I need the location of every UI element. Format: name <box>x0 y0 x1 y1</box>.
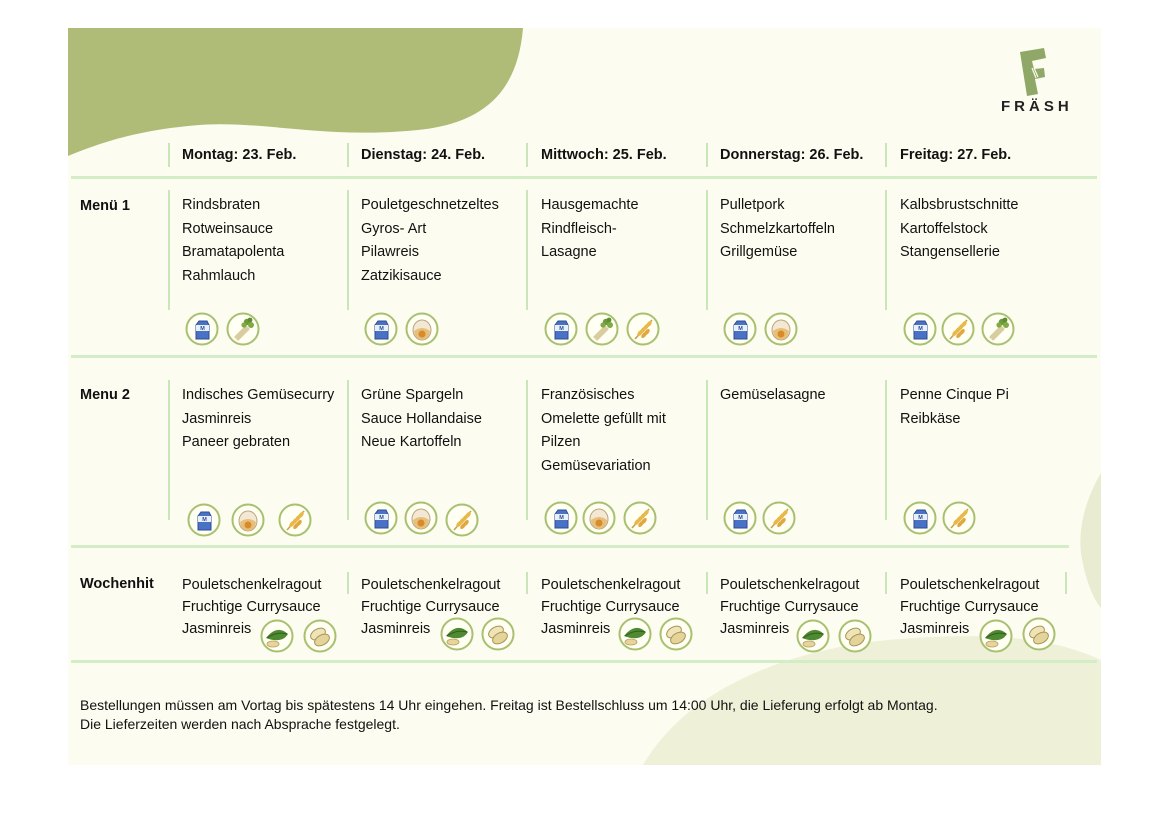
dish-line: Grüne Spargeln <box>361 387 464 403</box>
dish-cell <box>900 384 1009 431</box>
nut-icon <box>659 617 693 651</box>
nut-icon <box>838 619 872 653</box>
nut-icon <box>481 617 515 651</box>
celery-icon <box>981 312 1015 346</box>
dish-line: Pouletschenkelragout <box>541 577 681 593</box>
dish-line: Grillgemüse <box>720 244 798 260</box>
dish-line: Fruchtige Currysauce <box>541 599 680 615</box>
egg-icon <box>404 501 438 535</box>
dish-line: Pouletschenkelragout <box>900 577 1040 593</box>
header-divider <box>885 143 887 167</box>
dish-cell <box>361 384 482 455</box>
column-divider <box>885 380 887 520</box>
column-divider <box>526 190 528 310</box>
celery-icon <box>585 312 619 346</box>
dish-cell <box>361 194 499 288</box>
order-info-line: Die Lieferzeiten werden nach Absprache festgelegt. <box>80 716 400 732</box>
wheat-icon <box>445 503 479 537</box>
wheat-icon <box>942 501 976 535</box>
dish-line: Gyros- Art <box>361 220 427 237</box>
header-divider <box>706 143 708 167</box>
peanut-icon <box>979 619 1013 653</box>
column-divider <box>347 572 349 594</box>
row-divider <box>71 176 1097 179</box>
column-divider <box>526 572 528 594</box>
right-edge-leaf-shape <box>1080 473 1101 608</box>
dish-line: Pilzen <box>541 434 581 450</box>
peanut-icon <box>796 619 830 653</box>
dish-line: Pouletgeschnetzeltes <box>361 197 499 213</box>
dish-line: Jasminreis <box>720 621 790 637</box>
dish-line: Gemüselasagne <box>720 387 826 403</box>
dish-line: Sauce Hollandaise <box>361 410 482 427</box>
milk-icon <box>544 501 578 535</box>
dish-cell <box>720 384 826 408</box>
row-divider <box>71 355 1097 358</box>
order-info <box>80 696 938 734</box>
dish-cell <box>720 194 835 265</box>
column-divider <box>885 572 887 594</box>
brand-name: FRÄSH <box>1001 98 1073 115</box>
celery-icon <box>226 312 260 346</box>
dish-line: Jasminreis <box>900 621 970 637</box>
dish-cell <box>900 574 1039 640</box>
top-left-leaf-shape <box>68 28 523 156</box>
day-header-tuesday: Dienstag: 24. Feb. <box>361 147 486 163</box>
peanut-icon <box>618 617 652 651</box>
dish-line: Fruchtige Currysauce <box>720 599 859 615</box>
dish-line: Kartoffelstock <box>900 220 988 237</box>
column-divider <box>168 190 170 310</box>
dish-line: Fruchtige Currysauce <box>182 599 321 615</box>
dish-line: Rindsbraten <box>182 197 261 213</box>
milk-icon <box>187 503 221 537</box>
nut-icon <box>303 619 337 653</box>
dish-line: Jasminreis <box>182 621 252 637</box>
peanut-icon <box>440 617 474 651</box>
column-divider <box>706 190 708 310</box>
header-divider <box>168 143 170 167</box>
dish-line: Jasminreis <box>361 621 431 637</box>
dish-cell <box>182 194 284 288</box>
milk-icon <box>544 312 578 346</box>
dish-line: Pilawreis <box>361 244 420 260</box>
dish-cell <box>900 194 1018 265</box>
dish-line: Hausgemachte <box>541 197 639 213</box>
dish-line: Pouletschenkelragout <box>720 577 860 593</box>
column-divider <box>885 190 887 310</box>
dish-cell <box>182 574 321 640</box>
peanut-icon <box>260 619 294 653</box>
dish-cell <box>541 384 666 478</box>
row-label-menu-1: Menü 1 <box>80 198 130 214</box>
dish-line: Fruchtige Currysauce <box>361 599 500 615</box>
day-header-wednesday: Mittwoch: 25. Feb. <box>541 147 667 163</box>
column-divider <box>168 380 170 520</box>
column-divider <box>706 380 708 520</box>
dish-line: Pulletpork <box>720 197 785 213</box>
order-info-line: Bestellungen müssen am Vortag bis spätestens 14 Uhr eingehen. Freitag ist Bestellschluss um 14:00 Uhr, die Lieferung erfolgt ab Montag. <box>80 697 938 713</box>
milk-icon <box>903 312 937 346</box>
dish-line: Jasminreis <box>182 410 252 427</box>
row-label-wochenhit: Wochenhit <box>80 576 154 592</box>
egg-icon <box>231 503 265 537</box>
dish-line: Rotweinsauce <box>182 220 274 237</box>
egg-icon <box>582 501 616 535</box>
egg-icon <box>764 312 798 346</box>
column-divider <box>706 572 708 594</box>
wheat-icon <box>941 312 975 346</box>
dish-line: Paneer gebraten <box>182 434 291 450</box>
column-divider <box>347 190 349 310</box>
day-header-monday: Montag: 23. Feb. <box>182 147 297 163</box>
dish-line: Omelette gefüllt mit <box>541 410 666 427</box>
dish-cell <box>361 574 500 640</box>
wheat-icon <box>278 503 312 537</box>
dish-line: Bramatapolenta <box>182 244 285 260</box>
milk-icon <box>185 312 219 346</box>
header-divider <box>526 143 528 167</box>
column-divider <box>526 380 528 520</box>
dish-line: Pouletschenkelragout <box>361 577 501 593</box>
dish-line: Jasminreis <box>541 621 611 637</box>
dish-line: Fruchtige Currysauce <box>900 599 1039 615</box>
dish-line: Französisches <box>541 387 635 403</box>
dish-line: Indisches Gemüsecurry <box>182 387 335 403</box>
dish-line: Penne Cinque Pi <box>900 387 1009 403</box>
dish-line: Lasagne <box>541 244 597 260</box>
dish-line: Rindfleisch- <box>541 220 617 237</box>
dish-cell <box>541 194 639 265</box>
wheat-icon <box>762 501 796 535</box>
milk-icon <box>364 501 398 535</box>
wheat-icon <box>623 501 657 535</box>
dish-line: Kalbsbrustschnitte <box>900 197 1019 213</box>
dish-line: Rahmlauch <box>182 267 256 284</box>
column-divider <box>347 380 349 520</box>
egg-icon <box>405 312 439 346</box>
row-label-menu-2: Menu 2 <box>80 387 130 403</box>
dish-line: Neue Kartoffeln <box>361 434 462 450</box>
nut-icon <box>1022 617 1056 651</box>
dish-line: Pouletschenkelragout <box>182 577 322 593</box>
day-header-friday: Freitag: 27. Feb. <box>900 147 1012 163</box>
header-divider <box>347 143 349 167</box>
wheat-icon <box>626 312 660 346</box>
milk-icon <box>364 312 398 346</box>
row-divider <box>71 545 1069 548</box>
dish-line: Zatzikisauce <box>361 267 442 284</box>
dish-line: Reibkäse <box>900 410 961 427</box>
dish-line: Schmelzkartoffeln <box>720 220 835 237</box>
milk-icon <box>723 501 757 535</box>
dish-cell <box>182 384 334 455</box>
row-divider <box>71 660 1097 663</box>
milk-icon <box>723 312 757 346</box>
dish-line: Stangensellerie <box>900 244 1000 260</box>
column-divider <box>1065 572 1067 594</box>
day-header-thursday: Donnerstag: 26. Feb. <box>720 147 864 163</box>
dish-line: Gemüsevariation <box>541 457 651 474</box>
milk-icon <box>903 501 937 535</box>
